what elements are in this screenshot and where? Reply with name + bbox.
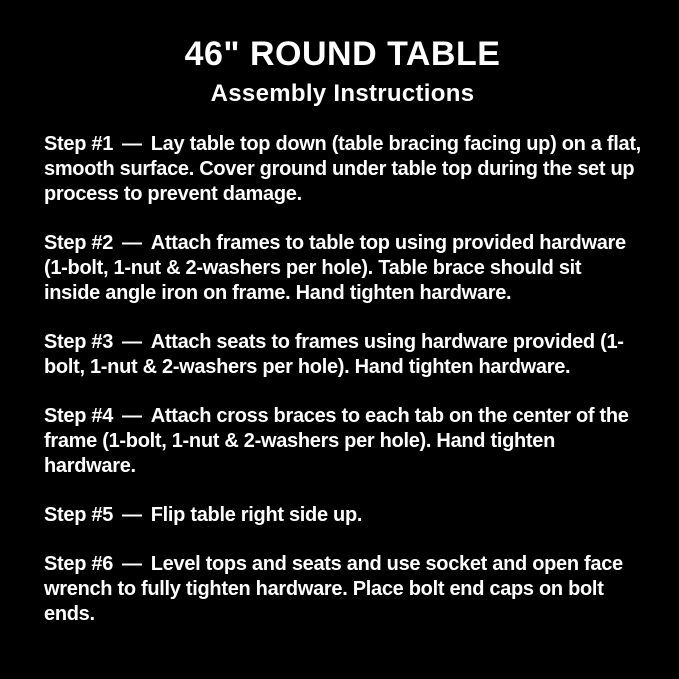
step-1-dash: —: [122, 132, 142, 155]
page-header: [44, 36, 641, 108]
step-6-dash: —: [122, 552, 142, 575]
step-4-dash: —: [122, 404, 142, 427]
page-subtitle: Assembly Instructions: [210, 80, 475, 108]
step-5-label: Step #5: [44, 503, 114, 526]
step-4-text: Attach cross braces to each tab on the center of the frame (1-bolt, 1-nut & 2-washers per hole). Hand tighten hardware.: [44, 404, 629, 477]
step-5-text: Flip table right side up.: [150, 503, 363, 526]
step-3-label: Step #3: [44, 330, 114, 353]
step-6-text: Level tops and seats and use socket and open face wrench to fully tighten hardware. Place bolt end caps on bolt ends.: [44, 552, 623, 625]
step-6-label: Step #6: [44, 552, 114, 575]
step-2-text: Attach frames to table top using provided hardware (1-bolt, 1-nut & 2-washers per hole). Table brace should sit inside angle iron on frame. Hand tighten hardware.: [44, 231, 626, 304]
step-3: [44, 330, 641, 380]
step-4-label: Step #4: [44, 404, 114, 427]
step-1-label: Step #1: [44, 132, 114, 155]
step-4: [44, 404, 641, 479]
step-2-label: Step #2: [44, 231, 114, 254]
step-1: [44, 132, 641, 207]
step-3-dash: —: [122, 330, 142, 353]
step-5: [44, 503, 641, 528]
step-3-text: Attach seats to frames using hardware provided (1-bolt, 1-nut & 2-washers per hole). Hand tighten hardware.: [44, 330, 624, 378]
step-1-text: Lay table top down (table bracing facing up) on a flat, smooth surface. Cover ground under table top during the set up process to prevent damage.: [44, 132, 641, 205]
step-2-dash: —: [122, 231, 142, 254]
step-2: [44, 231, 641, 306]
steps-list: [44, 132, 641, 627]
page-title: 46" ROUND TABLE: [184, 35, 501, 73]
step-5-dash: —: [122, 503, 142, 526]
step-6: [44, 552, 641, 627]
